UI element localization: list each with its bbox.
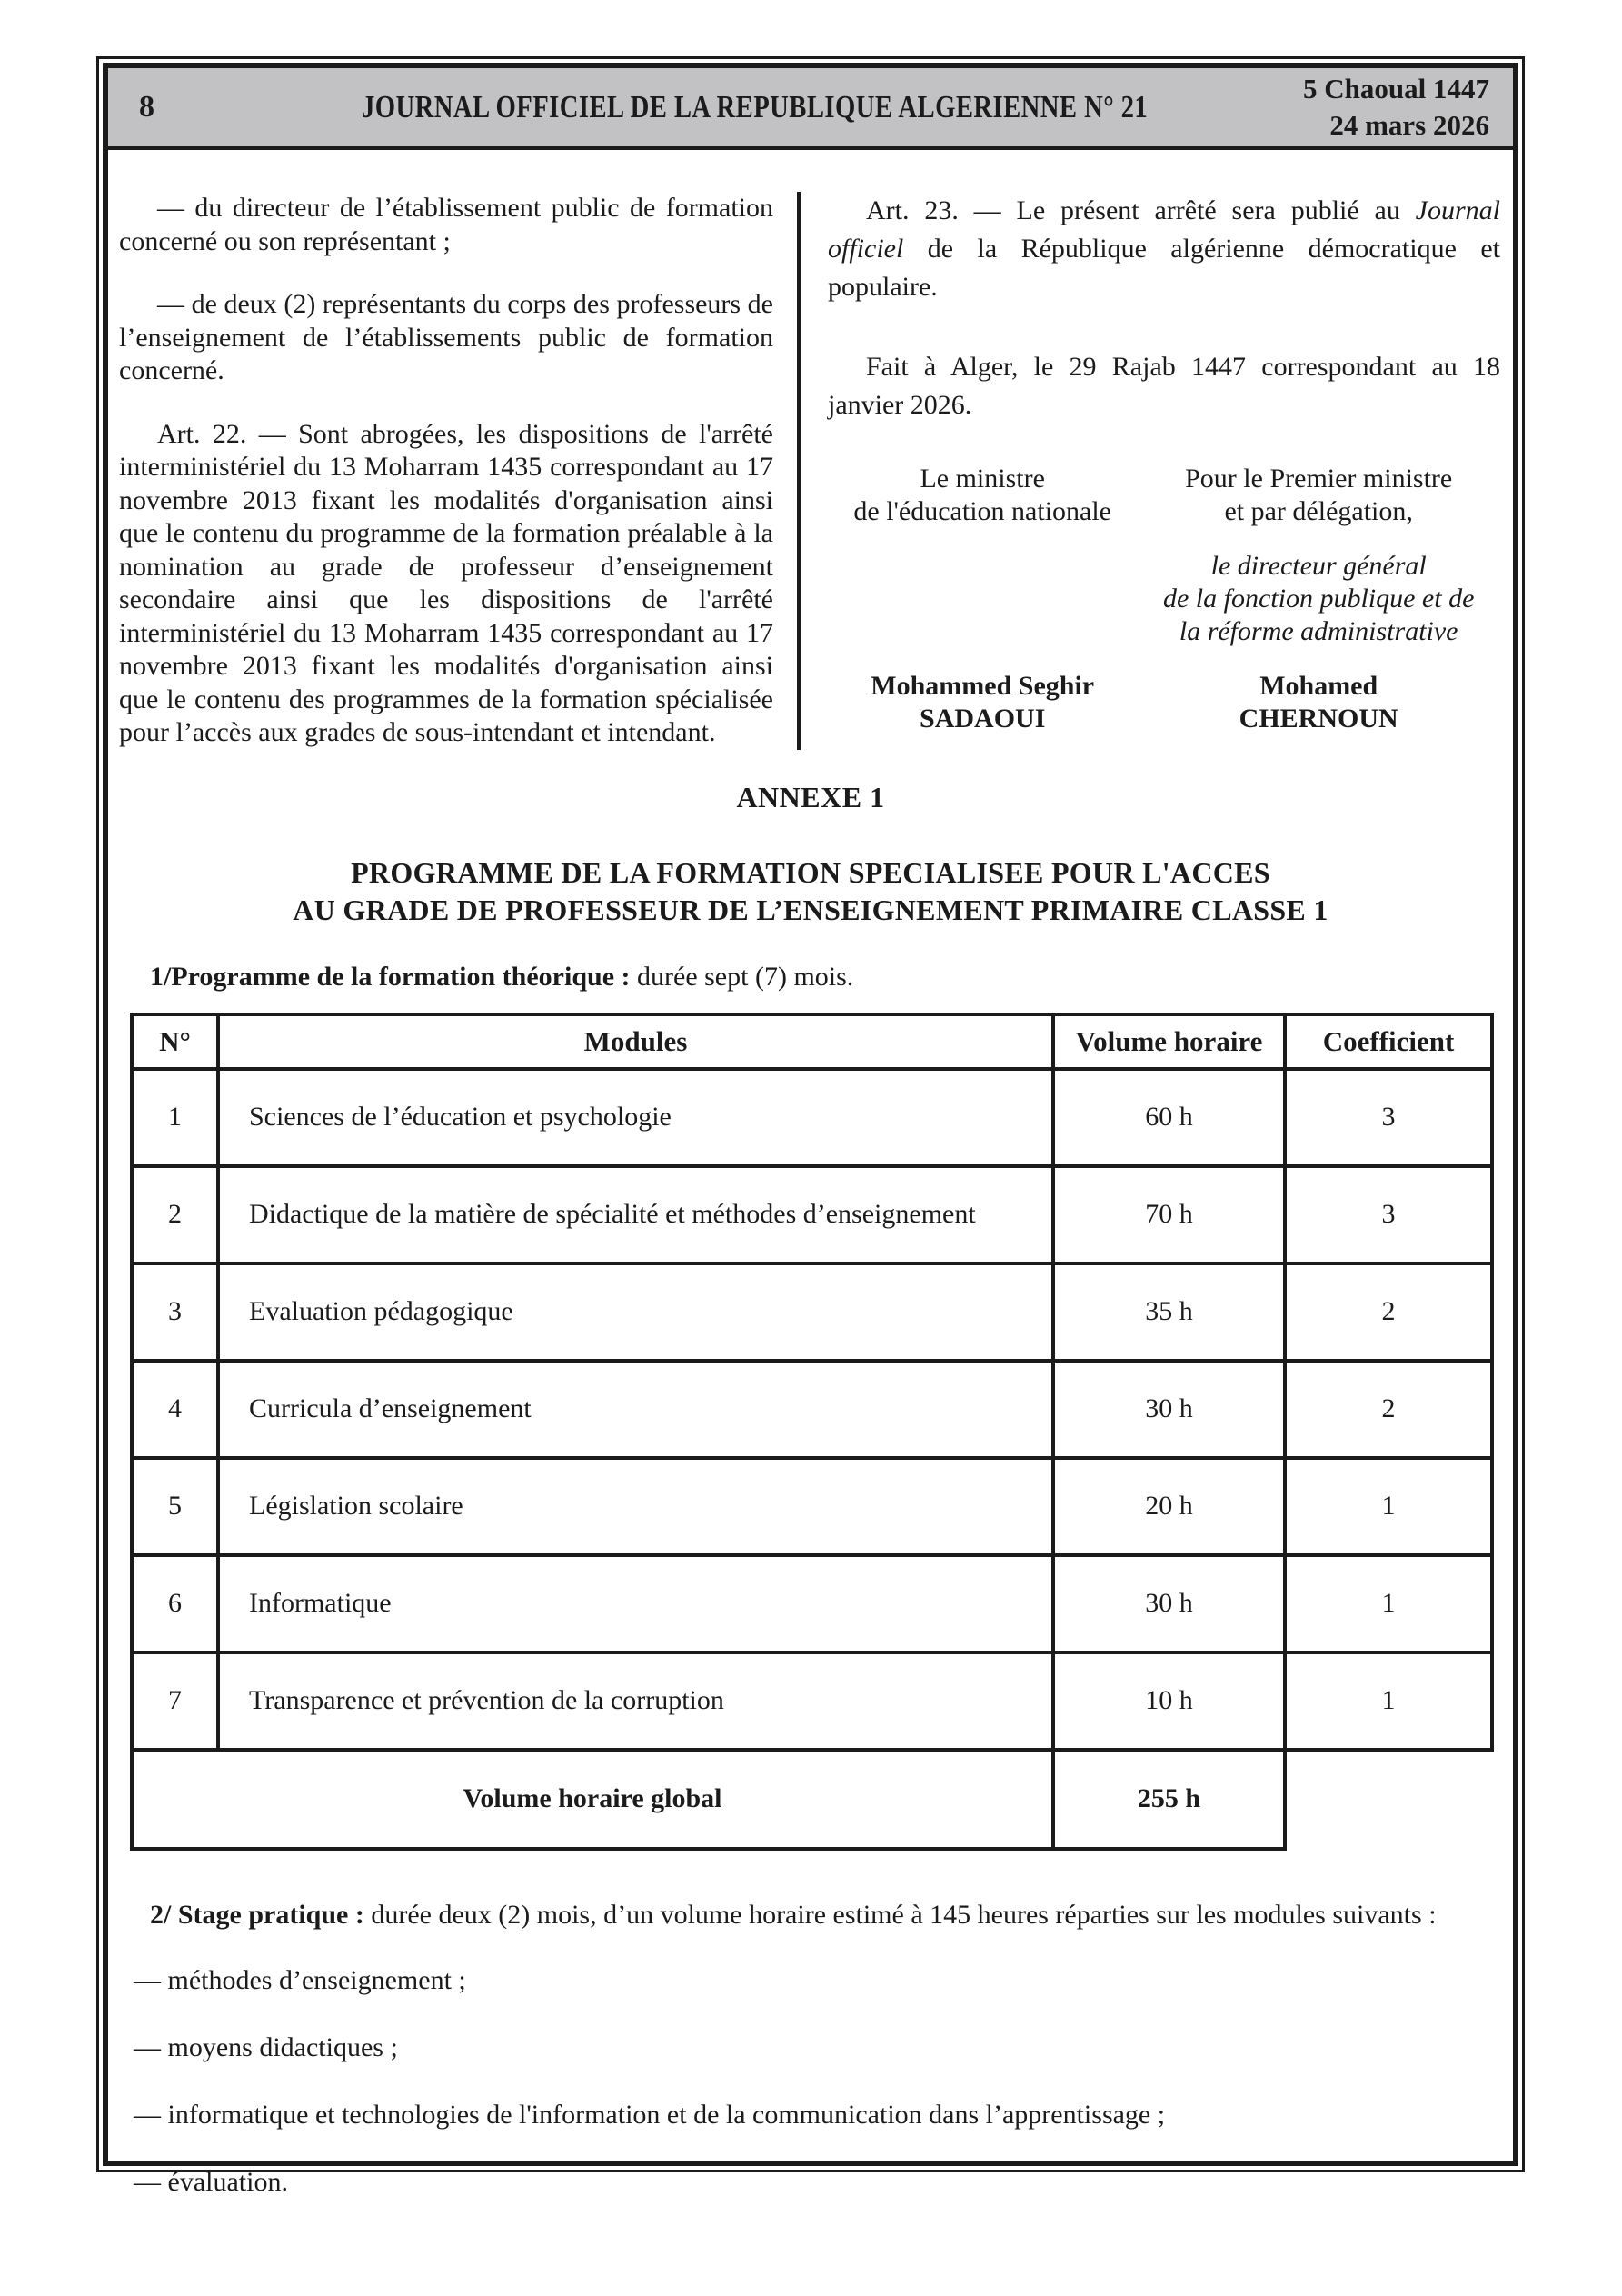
cell-module: Curricula d’enseignement — [218, 1361, 1053, 1458]
delegate-function: le directeur général de la fonction publique et de la réforme administrative — [1162, 551, 1475, 646]
cell-num: 6 — [132, 1555, 218, 1652]
cell-module: Transparence et prévention de la corruption — [218, 1652, 1053, 1750]
cell-volume: 20 h — [1053, 1458, 1285, 1555]
cell-num: 2 — [132, 1166, 218, 1263]
cell-volume: 35 h — [1053, 1263, 1285, 1361]
paragraph-art22: Art. 22. — Sont abrogées, les dispositions de l'arrêté interministériel du 13 Moharram 1435 correspondant au 17 novembre 2013 fixant les modalités d'organisation ainsi que le contenu du programme de la formation préalable à la nomination au grade de professeur d’enseignement secondaire ainsi que les dispositions de l'arrêté interministériel du 13 Moharram 1435 correspondant au 17 novembre 2013 fixant les modalités d'organisation ainsi que le contenu des programmes de la formation spécialisée pour l’accès aux grades de sous-intendant et intendant. — [119, 418, 773, 747]
cell-module: Evaluation pédagogique — [218, 1263, 1053, 1361]
table-row — [132, 1166, 1492, 1263]
section-formation-theorique: 1/Programme de la formation théorique : durée sept (7) mois. — [150, 961, 854, 992]
table-footer-row — [132, 1750, 1492, 1849]
section-stage-pratique: 2/ Stage pratique : durée deux (2) mois, d’un volume horaire estimé à 145 heures réparties sur les modules suivants : — [150, 1899, 1437, 1930]
cell-volume: 30 h — [1053, 1361, 1285, 1458]
table-row — [132, 1361, 1492, 1458]
annexe-title-line1: PROGRAMME DE LA FORMATION SPECIALISEE POUR L'ACCES — [351, 855, 1270, 889]
inner-frame — [103, 63, 1518, 2197]
date-hijri: 5 Chaoual 1447 — [1303, 73, 1489, 105]
cell-volume: 10 h — [1053, 1652, 1285, 1750]
col-header-volume: Volume horaire — [1053, 1014, 1285, 1069]
list-item: — moyens didactiques ; — [134, 2031, 398, 2062]
annexe-label: ANNEXE 1 — [736, 780, 885, 814]
paragraph-fait-a-alger: Fait à Alger, le 29 Rajab 1447 correspondant au 18 janvier 2026. — [828, 352, 1500, 420]
cell-module: Didactique de la matière de spécialité et méthodes d’enseignement — [218, 1166, 1053, 1263]
table-header-row — [132, 1014, 1492, 1069]
minister-title-line1: Le ministre — [920, 464, 1045, 494]
page-frame — [96, 56, 1525, 2197]
cell-module: Informatique — [218, 1555, 1053, 1652]
cell-coefficient: 1 — [1285, 1555, 1492, 1652]
modules-table — [130, 1013, 1494, 1851]
delegate-title-line2: et par délégation, — [1224, 496, 1413, 526]
issue-dates — [1262, 71, 1489, 144]
right-column — [801, 192, 1504, 750]
list-item: — évaluation. — [134, 2166, 288, 2197]
cell-module: Sciences de l’éducation et psychologie — [218, 1069, 1053, 1166]
cell-num: 7 — [132, 1652, 218, 1750]
minister-title-line2: de l'éducation nationale — [853, 496, 1111, 526]
cell-volume: 60 h — [1053, 1069, 1285, 1166]
journal-title: JOURNAL OFFICIEL DE LA REPUBLIQUE ALGERIENNE N° 21 — [362, 89, 1149, 125]
cell-coefficient: 1 — [1285, 1652, 1492, 1750]
cell-volume: 30 h — [1053, 1555, 1285, 1652]
paragraph-directeur: — du directeur de l’établissement public de formation concerné ou son représentant ; — [119, 193, 773, 256]
footer-total-volume: 255 h — [1053, 1750, 1285, 1849]
footer-label: Volume horaire global — [132, 1750, 1053, 1849]
cell-coefficient: 3 — [1285, 1166, 1492, 1263]
paragraph-representants: — de deux (2) représentants du corps des professeurs de l’enseignement de l’établissements public de formation concerné. — [119, 289, 773, 385]
cell-coefficient: 1 — [1285, 1458, 1492, 1555]
signature-delegate — [1137, 463, 1500, 735]
table-row — [132, 1069, 1492, 1166]
delegate-title-line1: Pour le Premier ministre — [1185, 464, 1453, 494]
delegate-name: Mohamed CHERNOUN — [1239, 671, 1398, 734]
cell-num: 1 — [132, 1069, 218, 1166]
table-row — [132, 1458, 1492, 1555]
cell-coefficient: 2 — [1285, 1263, 1492, 1361]
col-header-modules: Modules — [218, 1014, 1053, 1069]
cell-coefficient: 2 — [1285, 1361, 1492, 1458]
cell-num: 4 — [132, 1361, 218, 1458]
masthead — [108, 68, 1513, 150]
footer-empty-cell — [1285, 1750, 1492, 1849]
cell-coefficient: 3 — [1285, 1069, 1492, 1166]
annexe-title-line2: AU GRADE DE PROFESSEUR DE L’ENSEIGNEMENT PRIMAIRE CLASSE 1 — [293, 893, 1328, 926]
list-item: — méthodes d’enseignement ; — [134, 1964, 466, 1995]
journal-officiel-italic: Journal officiel — [828, 195, 1500, 264]
left-column — [119, 192, 797, 750]
cell-num: 5 — [132, 1458, 218, 1555]
col-header-coefficient: Coefficient — [1285, 1014, 1492, 1069]
signature-block — [828, 463, 1500, 735]
minister-name: Mohammed Seghir SADAOUI — [871, 671, 1095, 734]
cell-volume: 70 h — [1053, 1166, 1285, 1263]
table-row — [132, 1263, 1492, 1361]
stage-modules-list — [134, 1963, 1513, 2200]
page-number: 8 — [139, 90, 154, 124]
col-header-num: N° — [132, 1014, 218, 1069]
signature-minister — [828, 463, 1137, 735]
annexe-title — [108, 854, 1513, 929]
two-column-body — [108, 150, 1513, 750]
cell-num: 3 — [132, 1263, 218, 1361]
table-row — [132, 1555, 1492, 1652]
paragraph-art23: Art. 23. — Le présent arrêté sera publié au Journal officiel de la République algérienne démocratique et populaire. — [828, 195, 1500, 302]
cell-module: Législation scolaire — [218, 1458, 1053, 1555]
date-gregorian: 24 mars 2026 — [1329, 109, 1489, 141]
table-row — [132, 1652, 1492, 1750]
list-item: — informatique et technologies de l'information et de la communication dans l’apprentissage ; — [134, 2099, 1166, 2130]
